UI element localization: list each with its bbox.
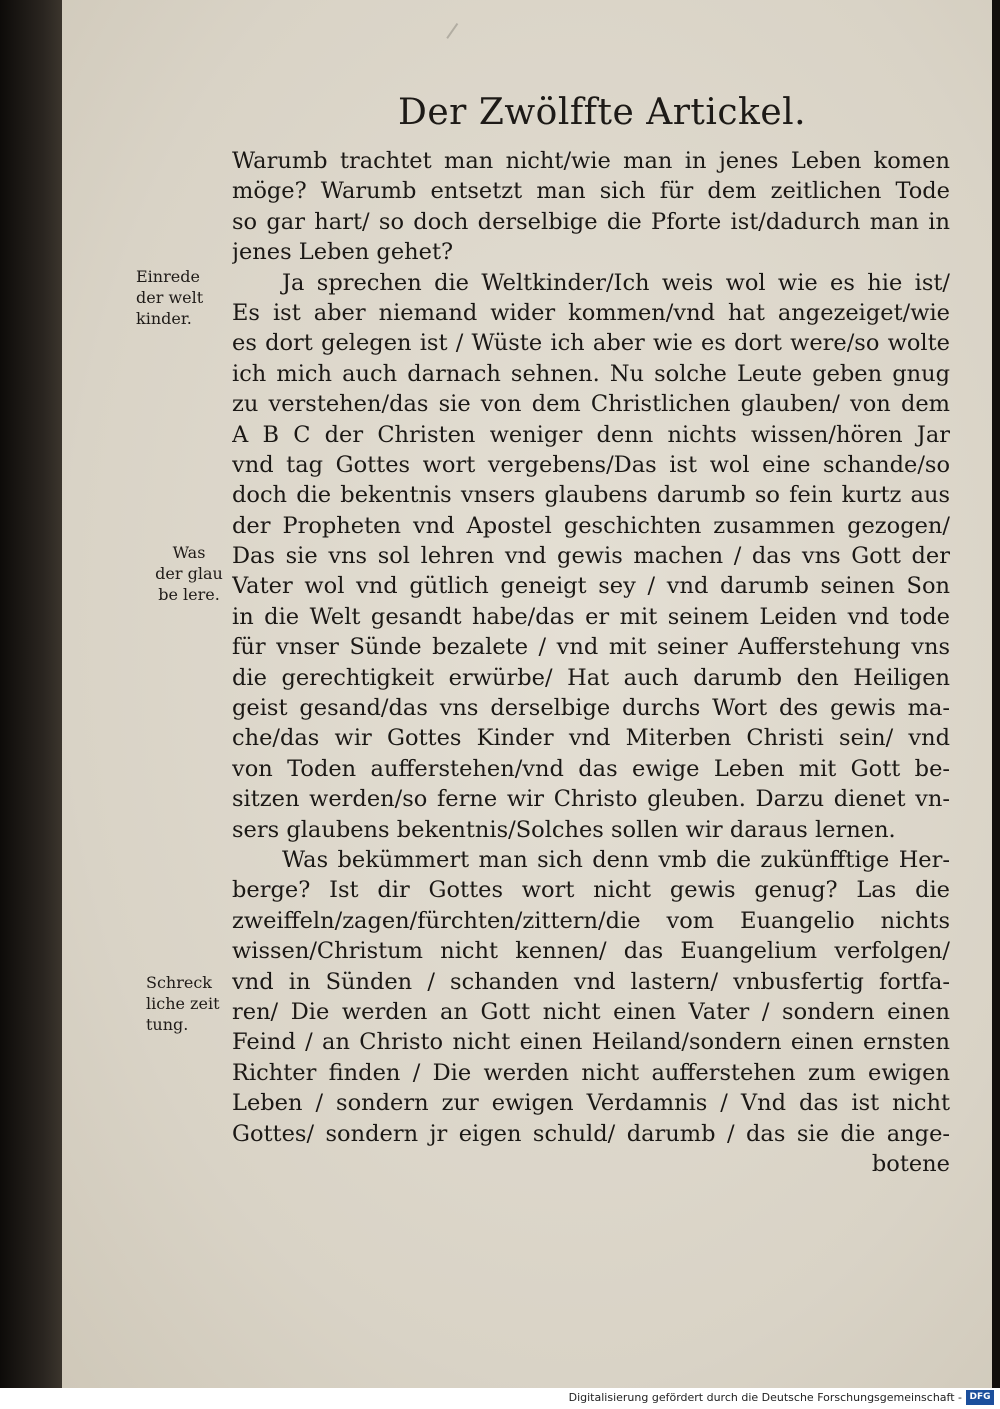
text-line: Vater wol vnd gütlich geneigt sey / vnd darumb seinen Son	[232, 573, 950, 600]
body-text	[232, 146, 950, 1179]
text-line: möge? Warumb entsetzt man sich für dem zeitlichen Tode	[232, 178, 950, 205]
gloss-line: be lere.	[158, 585, 220, 604]
text-line: es dort gelegen ist / Wüste ich aber wie es dort were/so wolte	[232, 330, 950, 357]
text-line: zu verstehen/das sie von dem Christlichen glauben/ von dem	[232, 391, 950, 418]
text-line: Feind / an Christo nicht einen Heiland/sondern einen ernsten	[232, 1029, 950, 1056]
text-line: vnd tag Gottes wort vergebens/Das ist wol eine schande/so	[232, 451, 950, 478]
gloss-line: der welt	[136, 288, 204, 307]
text-line: sers glaubens bekentnis/Solches sollen wir daraus lernen.	[232, 816, 896, 843]
text-line: von Toden aufferstehen/vnd das ewige Leben mit Gott be-	[232, 755, 950, 782]
gloss-line: kinder.	[136, 309, 192, 328]
gloss-line: Einrede	[136, 267, 200, 286]
text-line: Richter finden / Die werden nicht aufferstehen zum ewigen	[232, 1059, 950, 1086]
text-line: botene	[871, 1150, 950, 1177]
text-line: für vnser Sünde bezalete / vnd mit seiner Aufferstehung vns	[232, 634, 950, 661]
dfg-logo: DFG	[966, 1390, 994, 1405]
text-line: A B C der Christen weniger denn nichts wissen/hören Jar	[232, 421, 950, 448]
text-line: vnd in Sünden / schanden vnd lastern/ vnbusfertig fortfa-	[232, 968, 950, 995]
running-head: Der Zwölffte Artickel.	[398, 92, 807, 133]
text-line: che/das wir Gottes Kinder vnd Miterben Christi sein/ vnd	[232, 725, 950, 752]
margin-gloss-1	[136, 266, 203, 329]
text-line: Was bekümmert man sich denn vmb die zukünfftige Her-	[282, 846, 950, 873]
text-line: berge? Ist dir Gottes wort nicht gewis genug? Las die	[232, 877, 950, 904]
text-line: Ja sprechen die Weltkinder/Ich weis wol wie es hie ist/	[282, 269, 950, 296]
text-line: doch die bekentnis vnsers glaubens darumb so fein kurtz aus	[232, 482, 950, 509]
text-line: ren/ Die werden an Gott nicht einen Vater / sondern einen	[232, 998, 950, 1025]
gloss-line: der glau	[155, 564, 223, 583]
text-line: geist gesand/das vns derselbige durchs Wort des gewis ma-	[232, 695, 950, 722]
text-line: Warumb trachtet man nicht/wie man in jenes Leben komen	[232, 148, 950, 174]
text-line: wissen/Christum nicht kennen/ das Euangelium verfolgen/	[232, 938, 950, 965]
text-line: ich mich auch darnach sehnen. Nu solche Leute geben gnug	[232, 360, 950, 387]
gloss-line: liche zeit	[146, 994, 220, 1013]
text-line: Das sie vns sol lehren vnd gewis machen / das vns Gott der	[232, 543, 950, 570]
text-line: Es ist aber niemand wider kommen/vnd hat angezeiget/wie	[232, 299, 950, 326]
book-right-edge	[992, 0, 1000, 1388]
footer-bar	[0, 1388, 1000, 1409]
text-line: sitzen werden/so ferne wir Christo gleuben. Darzu dienet vn-	[232, 786, 950, 813]
margin-gloss-2	[148, 542, 230, 605]
gloss-line: Schreck	[146, 973, 212, 992]
text-line: Gottes/ sondern jr eigen schuld/ darumb / das sie die ange-	[232, 1120, 950, 1147]
text-line: zweiffeln/zagen/fürchten/zittern/die vom Euangelio nichts	[232, 907, 950, 934]
text-line: der Propheten vnd Apostel geschichten zusammen gezogen/	[232, 512, 950, 539]
gloss-line: Was	[172, 543, 206, 562]
text-line: in die Welt gesandt habe/das er mit seinem Leiden vnd tode	[232, 603, 950, 630]
text-line: Leben / sondern zur ewigen Verdamnis / Vnd das ist nicht	[232, 1090, 950, 1117]
text-line: so gar hart/ so doch derselbige die Pforte ist/dadurch man in	[232, 208, 950, 235]
margin-gloss-3	[146, 972, 220, 1035]
text-line: die gerechtigkeit erwürbe/ Hat auch darumb den Heiligen	[232, 664, 950, 691]
gloss-line: tung.	[146, 1015, 189, 1034]
footer-credit: Digitalisierung gefördert durch die Deutsche Forschungsgemeinschaft -	[568, 1391, 962, 1404]
text-line: jenes Leben gehet?	[232, 239, 454, 266]
book-binding-edge	[0, 0, 62, 1388]
